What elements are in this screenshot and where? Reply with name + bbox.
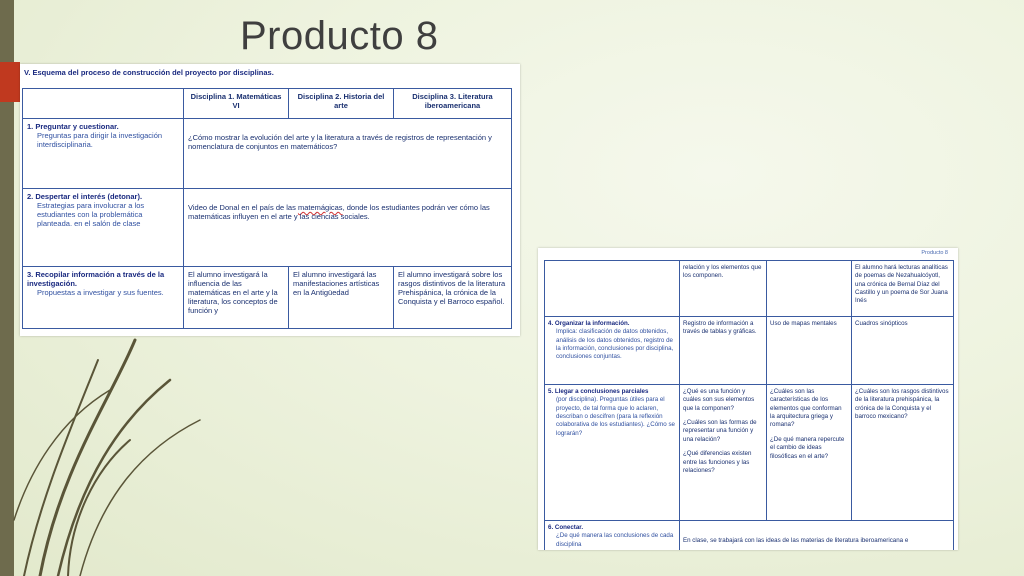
content-text: , donde los estudiantes podrán ver cómo las matemáticas influyen en el arte y las ciencias sociales.: [188, 203, 490, 221]
question-text: ¿Qué diferencias existen entre las funciones y las relaciones?: [683, 450, 752, 474]
table-row: [545, 385, 954, 521]
header-discipline-1: Disciplina 1. Matemáticas VI: [184, 89, 289, 119]
table-row: [545, 521, 954, 551]
content-text: Video de Donal en el país de las: [188, 203, 298, 212]
row-cell-discipline-3: Cuadros sinópticos: [852, 317, 954, 385]
row-content: [184, 189, 512, 267]
row-label-cell: [545, 385, 680, 521]
row-subtitle: Implica: clasificación de datos obtenidos, análisis de los datos obtenidos, registro de la información, conclusiones por disciplina, conclusiones conjuntas.: [556, 328, 674, 361]
row-label-cell: [545, 317, 680, 385]
row-content: ¿Cómo mostrar la evolución del arte y la literatura a través de registros de representación y nomenclatura de conjuntos en matemáticos?: [184, 119, 512, 189]
project-schema-table-continued: [544, 260, 954, 550]
row-subtitle: ¿De qué manera las conclusiones de cada disciplina: [556, 532, 674, 548]
row-title: 4. Organizar la información.: [548, 320, 630, 327]
project-schema-table: [22, 88, 512, 329]
row-subtitle: Preguntas para dirigir la investigación interdisciplinaria.: [37, 131, 163, 149]
section-heading: V. Esquema del proceso de construcción del proyecto por disciplinas.: [24, 68, 274, 77]
row-label-cell: [23, 119, 184, 189]
row-cell-discipline-1: El alumno investigará la influencia de las matemáticas en el arte y la literatura, los conceptos de función y: [184, 267, 289, 329]
table-row: [23, 119, 512, 189]
table-row: [545, 261, 954, 317]
table-row: [23, 267, 512, 329]
content-highlighted-word: matemágicas: [297, 203, 343, 212]
question-text: ¿Cuáles son los rasgos distintivos de la literatura prehispánica, la crónica de la Conquista y el barroco mexicano?: [855, 388, 949, 421]
row-cell-discipline-2: [767, 261, 852, 317]
page-tag: Producto 8: [921, 250, 948, 256]
header-empty: [23, 89, 184, 119]
row-cell-discipline-3: El alumno investigará sobre los rasgos distintivos de la literatura Prehispánica, la crónica de la Conquista y el Barroco español.: [394, 267, 512, 329]
row-cell-discipline-1: Registro de información a través de tablas y gráficas.: [680, 317, 767, 385]
row-cell-discipline-2: El alumno investigará las manifestaciones artísticas en la Antigüedad: [289, 267, 394, 329]
row-cell-discipline-1: [680, 385, 767, 521]
row-cell-discipline-2: Uso de mapas mentales: [767, 317, 852, 385]
table-row: [23, 189, 512, 267]
question-text: ¿Qué es una función y cuáles son sus elementos que la componen?: [683, 388, 755, 412]
row-cell-discipline-1: relación y los elementos que los componen.: [680, 261, 767, 317]
header-discipline-3: Disciplina 3. Literatura iberoamericana: [394, 89, 512, 119]
row-cell-discipline-2: [767, 385, 852, 521]
row-content: En clase, se trabajará con las ideas de las materias de literatura iberoamericana e: [680, 521, 954, 551]
slide-title: Producto 8: [240, 14, 439, 58]
row-label-cell: [23, 189, 184, 267]
header-discipline-2: Disciplina 2. Historia del arte: [289, 89, 394, 119]
row-title: 5. Llegar a conclusiones parciales: [548, 388, 649, 395]
row-cell-discipline-3: El alumno hará lecturas analíticas de poemas de Nezahualcóyotl, una crónica de Bernal Díaz del Castillo y un poema de Sor Juana Inés: [852, 261, 954, 317]
row-title: 1. Preguntar y cuestionar.: [27, 122, 119, 131]
document-page-1: [20, 64, 520, 336]
row-label-cell: [545, 521, 680, 551]
row-title: 2. Despertar el interés (detonar).: [27, 192, 143, 201]
row-title: 3. Recopilar información a través de la investigación.: [27, 270, 165, 288]
question-text: ¿De qué manera repercute el cambio de ideas filosóficas en el arte?: [770, 435, 845, 460]
document-page-2: [538, 248, 958, 550]
row-cell-discipline-3: [852, 385, 954, 521]
row-subtitle: Propuestas a investigar y sus fuentes.: [37, 288, 164, 297]
row-subtitle: (por disciplina). Preguntas útiles para el proyecto, de tal forma que lo aclaren, describan o descifren (para la reflexión colaborativa de los estudiantes). ¿Cómo se lograrán?: [556, 396, 675, 437]
question-text: ¿Cuáles son las formas de representar una función y una relación?: [683, 419, 757, 443]
row-label-cell: [23, 267, 184, 329]
row-title: 6. Conectar.: [548, 524, 584, 531]
question-text: ¿Cuáles son las características de los elementos que conforman la arquitectura griega y romana?: [770, 388, 842, 429]
row-label-cell: [545, 261, 680, 317]
table-row: [545, 317, 954, 385]
row-subtitle: Estrategias para involucrar a los estudiantes con la problemática planteada. en el salón de clase: [37, 201, 145, 228]
